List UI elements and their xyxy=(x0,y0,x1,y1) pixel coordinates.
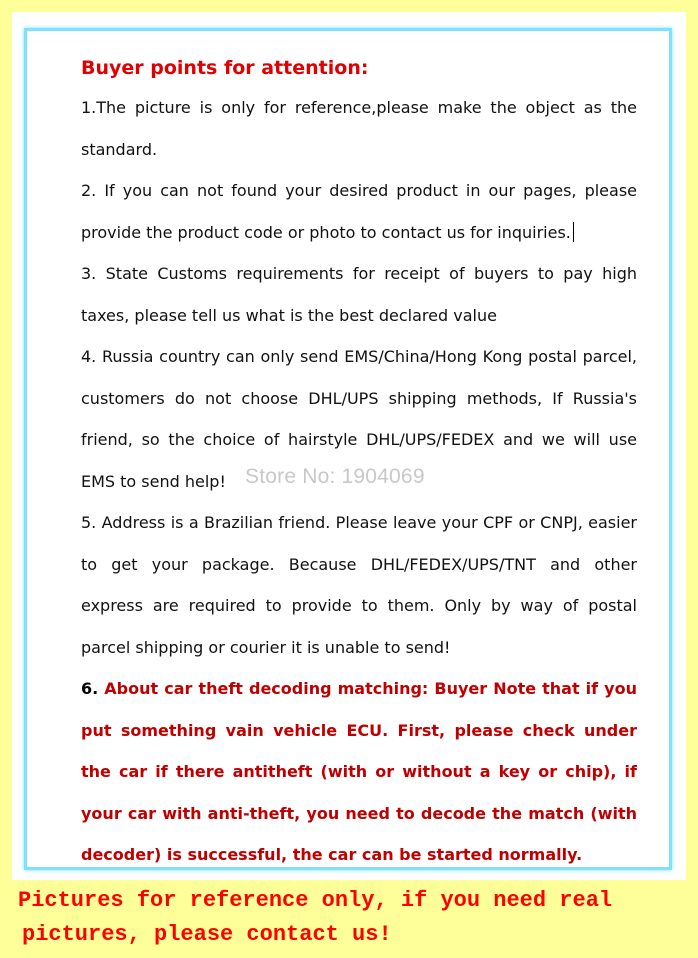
footer-notice xyxy=(18,884,688,952)
point-3: 3. State Customs requirements for receipt of buyers to pay high taxes, please tell us what is the best declared value xyxy=(81,264,637,325)
notice-frame xyxy=(12,12,686,880)
footer-line-2: pictures, please contact us! xyxy=(22,922,392,947)
point-4: 4. Russia country can only send EMS/China/Hong Kong postal parcel, customers do not choose DHL/UPS shipping methods, If Russia's friend, so the choice of hairstyle DHL/UPS/FEDEX and we will use EMS to send help! xyxy=(81,347,637,491)
point-1: 1.The picture is only for reference,please make the object as the standard. xyxy=(81,98,637,159)
store-watermark: Store No: 1904069 xyxy=(245,465,425,488)
point-6 xyxy=(81,668,637,876)
point-5: 5. Address is a Brazilian friend. Please leave your CPF or CNPJ, easier to get your package. Because DHL/FEDEX/UPS/TNT and other express are required to provide to them. Only by way of postal parcel shipping or courier it is unable to send! xyxy=(81,513,637,657)
notice-card xyxy=(24,28,672,870)
point-2 xyxy=(81,170,637,253)
point-6-text: About car theft decoding matching: Buyer Note that if you put something vain vehicle ECU. First, please check under the car if there antitheft (with or without a key or chip), if your car with anti-theft, you need to decode the match (with decoder) is successful, the car can be started normally. xyxy=(81,679,637,864)
point-6-number: 6. xyxy=(81,679,99,698)
text-cursor xyxy=(573,222,575,242)
footer-line-1: Pictures for reference only, if you need real xyxy=(18,888,613,913)
point-2-text: 2. If you can not found your desired product in our pages, please provide the product code or photo to contact us for inquiries. xyxy=(81,181,637,242)
notice-title: Buyer points for attention: xyxy=(81,57,369,79)
